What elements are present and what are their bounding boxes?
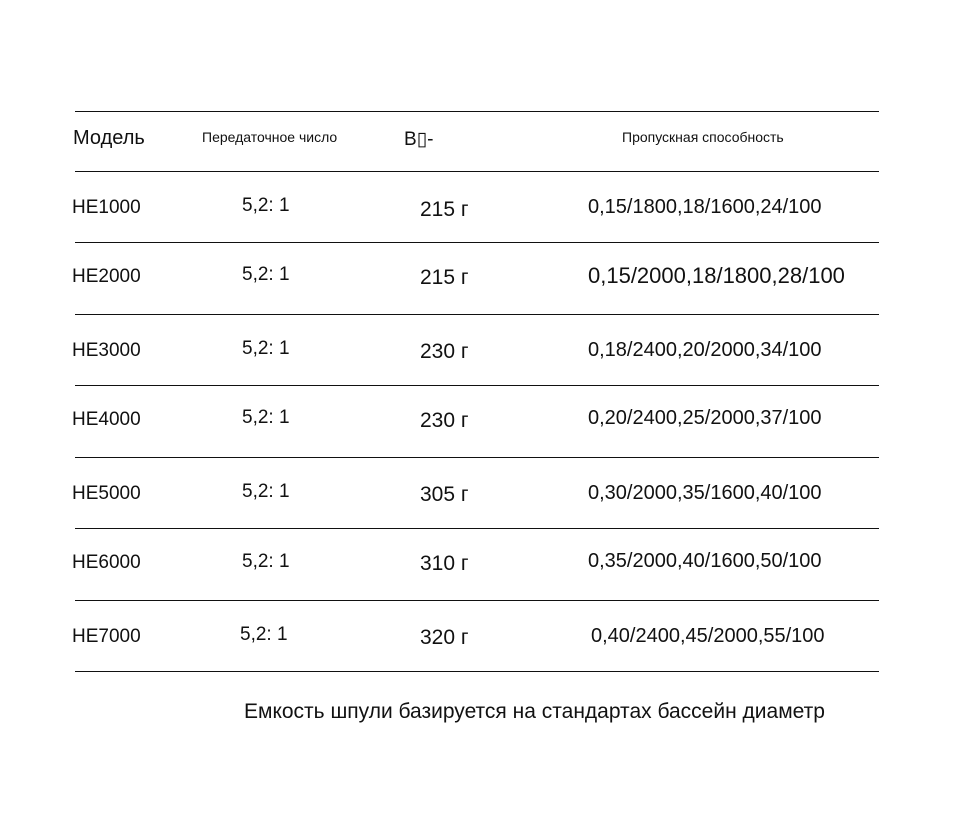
- cell-ratio: 5,2: 1: [242, 551, 290, 572]
- row-divider: [75, 385, 879, 386]
- cell-capacity: 0,30/2000,35/1600,40/100: [588, 482, 822, 504]
- cell-ratio: 5,2: 1: [242, 338, 290, 359]
- cell-ratio: 5,2: 1: [242, 407, 290, 428]
- cell-weight: 230 г: [420, 340, 469, 363]
- row-divider: [75, 457, 879, 458]
- cell-weight: 310 г: [420, 552, 469, 575]
- table-bottom-rule: [75, 671, 879, 672]
- row-divider: [75, 314, 879, 315]
- cell-capacity: 0,15/1800,18/1600,24/100: [588, 196, 822, 218]
- header-weight: В▯-: [404, 129, 434, 150]
- header-ratio: Передаточное число: [202, 129, 338, 145]
- cell-ratio: 5,2: 1: [242, 481, 290, 502]
- row-divider: [75, 242, 879, 243]
- header-capacity: Пропускная способность: [622, 129, 784, 145]
- cell-capacity: 0,35/2000,40/1600,50/100: [588, 550, 822, 572]
- cell-capacity: 0,15/2000,18/1800,28/100: [588, 263, 845, 288]
- cell-model: HE5000: [72, 483, 141, 504]
- cell-capacity: 0,20/2400,25/2000,37/100: [588, 407, 822, 429]
- table-top-rule: [75, 111, 879, 112]
- row-divider: [75, 528, 879, 529]
- cell-weight: 320 г: [420, 626, 469, 649]
- cell-model: HE7000: [72, 626, 141, 647]
- cell-weight: 215 г: [420, 198, 469, 221]
- cell-capacity: 0,40/2400,45/2000,55/100: [591, 625, 825, 647]
- header-bottom-rule: [75, 171, 879, 172]
- footer-note: Емкость шпули базируется на стандартах бассейн диаметр: [244, 700, 825, 723]
- cell-ratio: 5,2: 1: [240, 624, 288, 645]
- cell-model: HE4000: [72, 409, 141, 430]
- cell-weight: 215 г: [420, 266, 469, 289]
- header-model: Модель: [73, 127, 145, 149]
- cell-ratio: 5,2: 1: [242, 195, 290, 216]
- cell-model: HE6000: [72, 552, 141, 573]
- cell-weight: 230 г: [420, 409, 469, 432]
- cell-model: HE3000: [72, 340, 141, 361]
- cell-weight: 305 г: [420, 483, 469, 506]
- row-divider: [75, 600, 879, 601]
- cell-ratio: 5,2: 1: [242, 264, 290, 285]
- cell-model: HE2000: [72, 266, 141, 287]
- cell-capacity: 0,18/2400,20/2000,34/100: [588, 339, 822, 361]
- cell-model: HE1000: [72, 197, 141, 218]
